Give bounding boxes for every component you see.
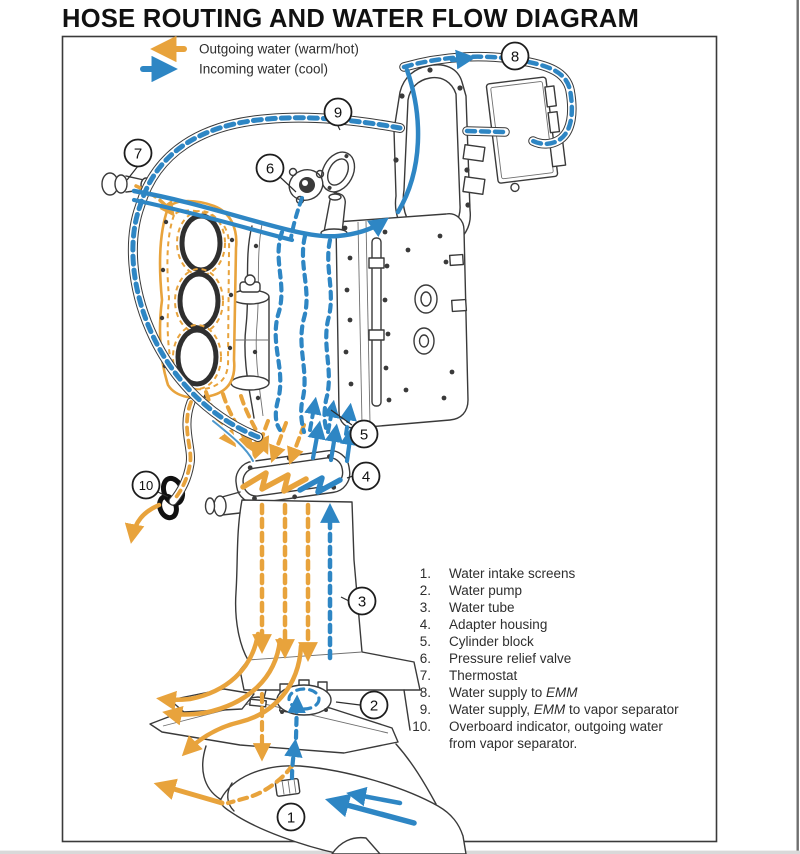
svg-text:10: 10 (138, 477, 154, 493)
water-pump (277, 680, 331, 715)
svg-text:10.: 10. (412, 719, 431, 734)
svg-text:9.: 9. (419, 702, 431, 717)
svg-text:4: 4 (361, 468, 371, 486)
parts-list-item-3: Water tube (449, 600, 515, 615)
svg-text:3.: 3. (419, 600, 431, 615)
parts-list-item-7: Thermostat (449, 668, 518, 683)
svg-text:6.: 6. (419, 651, 431, 666)
svg-text:3: 3 (357, 593, 367, 611)
svg-text:2: 2 (369, 697, 379, 715)
svg-text:7.: 7. (419, 668, 431, 683)
svg-text:6: 6 (265, 160, 275, 178)
svg-text:5.: 5. (419, 634, 431, 649)
parts-list-item-10: Overboard indicator, outgoing water (449, 719, 663, 734)
page-title: HOSE ROUTING AND WATER FLOW DIAGRAM (62, 5, 640, 33)
parts-list-item-8: Water supply to EMM (449, 685, 578, 700)
cylinder-block (336, 214, 468, 428)
legend-incoming-label: Incoming water (cool) (199, 61, 329, 77)
svg-text:4.: 4. (419, 617, 431, 632)
parts-list-item-10-line2: from vapor separator. (449, 736, 578, 751)
parts-list-item-4: Adapter housing (449, 617, 548, 632)
svg-text:7: 7 (133, 145, 143, 163)
svg-text:2.: 2. (419, 583, 431, 598)
parts-list-item-9: Water supply, EMM to vapor separator (449, 702, 679, 717)
parts-list-item-5: Cylinder block (449, 634, 534, 649)
parts-list-item-1: Water intake screens (449, 566, 576, 581)
page-edge-right (797, 0, 799, 854)
head-bores (173, 211, 225, 389)
parts-list-item-6: Pressure relief valve (449, 651, 572, 666)
svg-text:8.: 8. (419, 685, 431, 700)
parts-list-item-2: Water pump (449, 583, 523, 598)
legend-outgoing-label: Outgoing water (warm/hot) (199, 41, 359, 57)
svg-text:8: 8 (510, 48, 520, 66)
svg-text:5: 5 (359, 426, 369, 444)
svg-text:9: 9 (333, 104, 343, 122)
svg-text:1: 1 (286, 809, 296, 827)
svg-text:1.: 1. (419, 566, 431, 581)
